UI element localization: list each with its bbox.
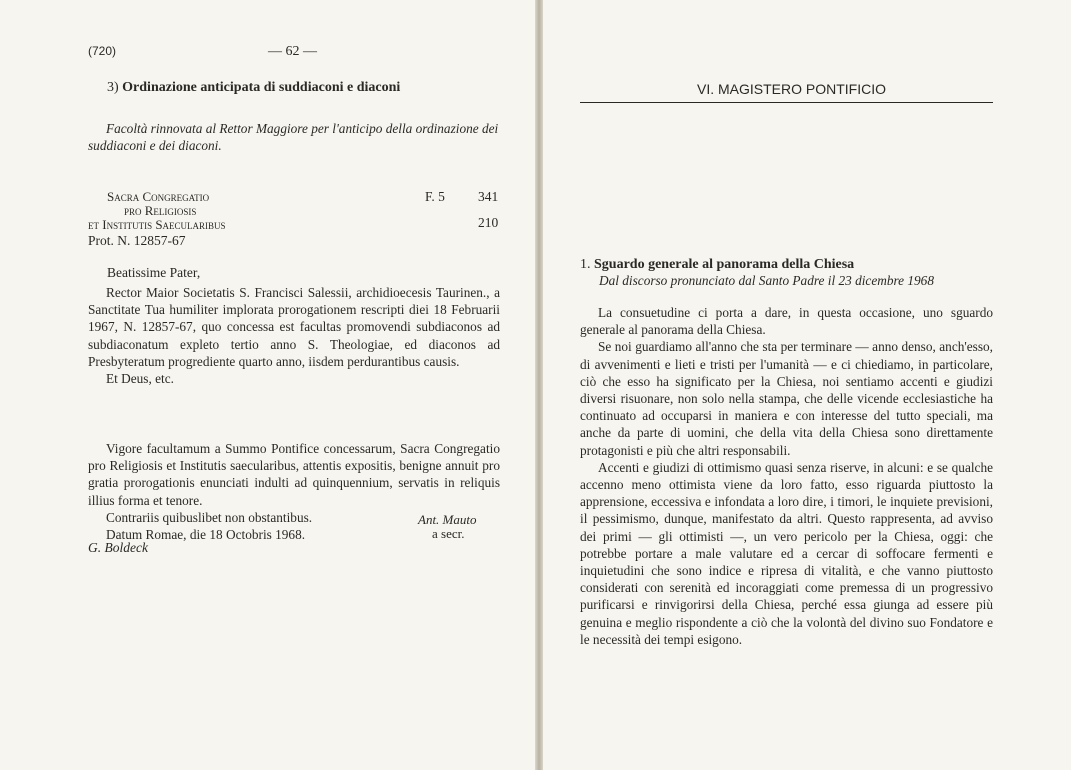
signature-title: a secr. (432, 526, 465, 541)
congregation-line-1: Sacra Congregatio (107, 189, 210, 204)
file-reference-number-2: 210 (478, 215, 499, 230)
speech-paragraph: Accenti e giudizi di ottimismo quasi senza riserve, in alcuni: e se qualche accenno meno ottimista viene da loro fatto, esso riguarda piuttosto la apprensione, eccessiva e infondata a loro dire, i timori, le inquiete previsioni, il pessimismo, dunque, manifestato da altri. Questo rappresenta, ad avviso dei primi — gli ottimisti —, un vero pericolo per la Chiesa, oggi: che potrebbe portare a male valutare ed a cercar di soffocare fermenti e inquietudini che sono indice e ripresa di vitalità, e che vanno piuttosto considerati con serenità ed incoraggiati come premessa di un progressivo purificarsi e rinvigorirsi della Chiesa, perché essa giunga ad essere più genuina e meglio rispondente a ciò che la volontà del divino suo Fondatore e le necessità dei tempi esigono. (580, 459, 993, 647)
decree-paragraph: Contrariis quibuslibet non obstantibus. (106, 509, 313, 525)
decree-subtitle: Facoltà rinnovata al Rettor Maggiore per l'anticipo della ordinazione dei suddiaconi e dei diaconi. (88, 121, 499, 154)
heading-number: 3) (107, 80, 119, 95)
right-section-header: VI. MAGISTERO PONTIFICIO (697, 81, 887, 97)
page-number: — 62 — (268, 44, 317, 59)
heading-number: 1. (580, 257, 591, 272)
section-heading-right (580, 257, 854, 273)
header-rule (580, 102, 993, 103)
speech-paragraph: Se noi guardiamo all'anno che sta per terminare — anno denso, anch'esso, di avvenimenti e lieti e tristi per l'umanità — e ci chiediamo, in particolare, ciò che esso ha significato per la Chiesa, noi sentiamo accenti e giudizi diversi risuonare, non solo nella stampa, che delle vicende ecclesiastiche ha continuato ad occuparsi in maniera e con interesse del tutto speciali, ma anche da parte di uomini, che della vita della Chiesa sono direttamente protagonisti e più che altri responsabili. (580, 339, 993, 458)
heading-title: Ordinazione anticipata di suddiaconi e diaconi (122, 80, 401, 95)
section-heading-left (107, 80, 400, 96)
salutation: Beatissime Pater, (107, 265, 201, 280)
protocol-number: Prot. N. 12857-67 (88, 233, 186, 248)
speech-source: Dal discorso pronunciato dal Santo Padre il 23 dicembre 1968 (599, 273, 934, 288)
speech-body (580, 304, 993, 648)
folio-number: (720) (88, 44, 117, 58)
speech-paragraph: La consuetudine ci porta a dare, in questa occasione, uno sguardo generale al panorama della Chiesa. (580, 305, 993, 338)
congregation-line-2: pro Religiosis (124, 203, 197, 218)
congregation-line-3: et Institutis Saecularibus (88, 217, 226, 232)
file-reference-number-1: 341 (478, 189, 499, 204)
decree-paragraph: Rector Maior Societatis S. Francisci Salessii, archidioecesis Taurinen., a Sanctitate Tua humiliter implorata prorogationem rescripti diei 18 Februarii 1967, N. 12857-67, quo concessa est facultas promovendi subdiaconos ad subdiaconatum expleto tertio anno S. Theologiae, ed diaconos ad Presbyteratum progrediente quarto anno, iisdem perdurantibus causis. (88, 285, 500, 369)
left-signatory: G. Boldeck (88, 540, 148, 555)
file-reference: F. 5 (425, 189, 445, 204)
heading-title: Sguardo generale al panorama della Chiesa (594, 257, 855, 272)
signature-name: Ant. Mauto (418, 512, 477, 527)
decree-paragraph: Vigore facultamum a Summo Pontifice concessarum, Sacra Congregatio pro Religiosis et Institutis saecularibus, attentis expositis, benigne annuit pro gratia prorogationis enunciati indulti ad quinquennium, servatis in reliquis illius forma et tenore. (88, 441, 500, 508)
decree-paragraph: Datum Romae, die 18 Octobris 1968. (106, 527, 306, 543)
decree-paragraph: Et Deus, etc. (106, 371, 174, 387)
decree-body-1 (88, 284, 500, 387)
book-gutter (535, 0, 543, 770)
